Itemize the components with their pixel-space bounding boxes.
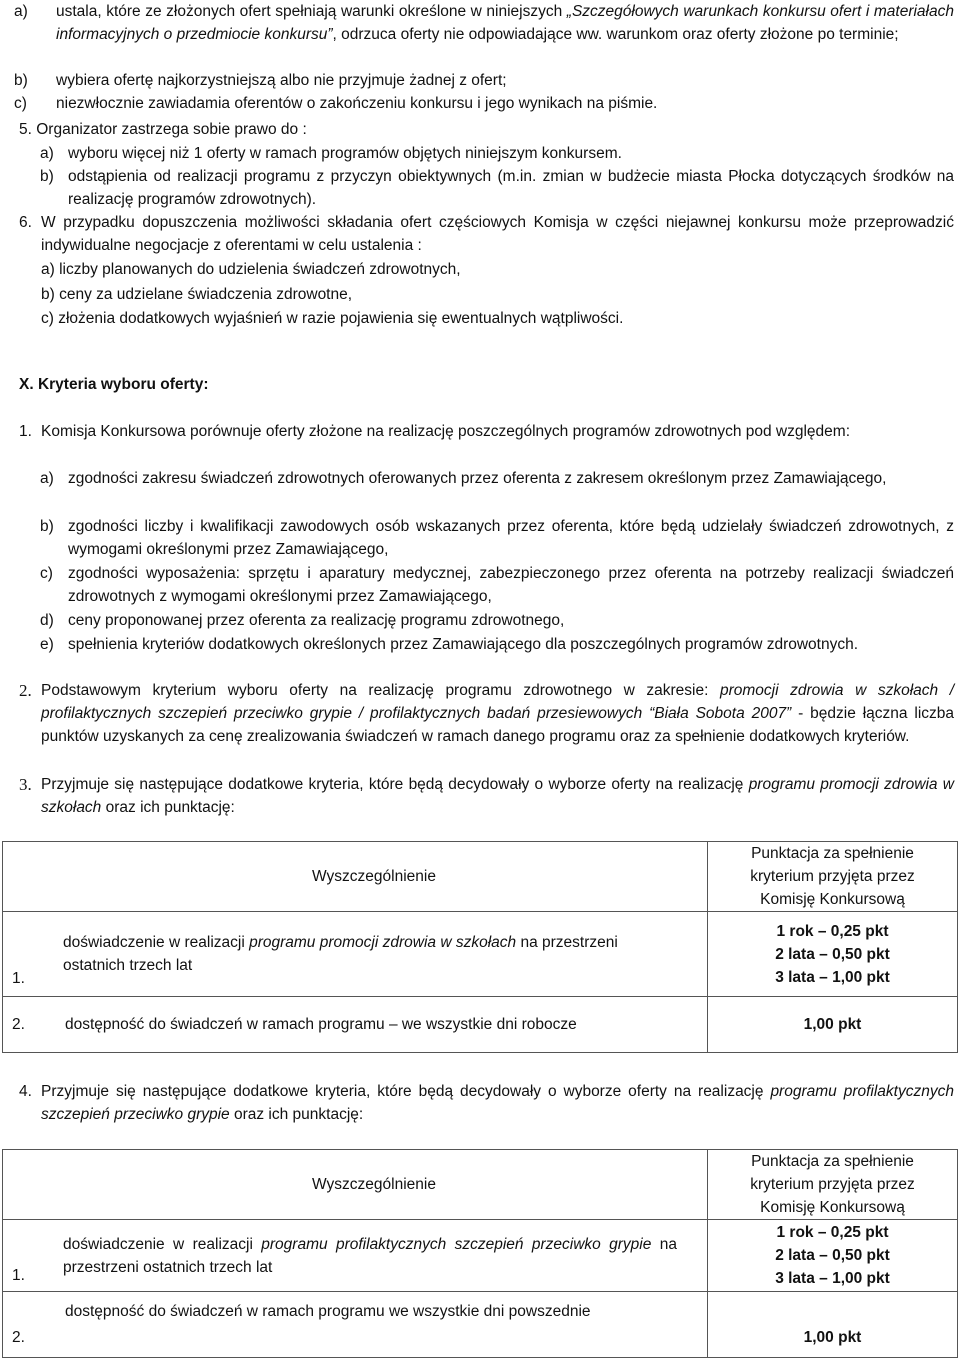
points-line: 2 lata – 0,50 pkt xyxy=(775,945,890,963)
paragraph-number: 5. xyxy=(19,121,32,138)
table-header-row xyxy=(3,1150,958,1220)
row-number: 1. xyxy=(3,1220,42,1292)
item-text: ceny proponowanej przez oferenta za realizację programu zdrowotnego, xyxy=(68,612,565,629)
paragraph-text: W przypadku dopuszczenia możliwości składania ofert częściowych Komisja w części niejawnej konkursu może przeprowadzić indywidualne negocjacje z oferentami w celu ustalenia : xyxy=(41,214,954,254)
table-header-points: Punktacja za spełnienie kryterium przyjęta przez Komisję Konkursową xyxy=(708,842,958,912)
paragraph-text: oraz ich punktację: xyxy=(101,799,235,816)
points-line: 3 lata – 1,00 pkt xyxy=(775,1270,890,1287)
criteria-list-item xyxy=(40,562,954,608)
paragraph-x2 xyxy=(19,679,954,748)
table-row xyxy=(3,997,958,1053)
paragraph-italic: programu promocji zdrowia w szkołach xyxy=(41,776,954,816)
list-item-4c xyxy=(14,92,954,115)
row-number: 1. xyxy=(3,912,42,997)
paragraph-x4 xyxy=(19,1080,954,1126)
list-item-6b: b) ceny za udzielane świadczenia zdrowotne, xyxy=(41,286,353,303)
row-points xyxy=(708,1220,958,1292)
row-text xyxy=(41,1220,708,1292)
item-label: a) xyxy=(14,3,28,20)
item-text: wyboru więcej niż 1 oferty w ramach programów objętych niniejszym konkursem. xyxy=(68,145,622,162)
row-text-part: na przestrzeni ostatnich trzech lat xyxy=(63,1235,677,1276)
list-item-4a xyxy=(14,0,954,46)
paragraph-text: Organizator zastrzega sobie prawo do : xyxy=(36,121,307,138)
paragraph-text: oraz ich punktację: xyxy=(229,1106,364,1123)
row-points: 1,00 pkt xyxy=(708,997,958,1053)
criteria-list-item xyxy=(40,515,954,561)
item-label: c) xyxy=(40,565,53,582)
row-text: dostępność do świadczeń w ramach programu – we wszystkie dni robocze xyxy=(41,997,708,1053)
list-item-5b xyxy=(40,165,954,211)
criteria-table-1 xyxy=(2,841,958,1053)
points-line: 3 lata – 1,00 pkt xyxy=(775,968,890,986)
list-item-5a xyxy=(40,142,954,165)
table-header-spec: Wyszczególnienie xyxy=(41,1150,708,1220)
row-points: 1,00 pkt xyxy=(708,1292,958,1358)
paragraph-6 xyxy=(19,211,954,257)
paragraph-italic: promocji zdrowia w szkołach / profilaktycznych szczepień przeciwko grypie / profilaktycznych badań przesiewowych “Biała Sobota 2007” xyxy=(41,682,955,722)
paragraph-x1 xyxy=(19,420,954,443)
item-text: odstąpienia od realizacji programu z przyczyn obiektywnych (m.in. zmian w budżecie miasta Płocka dotyczących środków na realizację programów zdrowotnych). xyxy=(68,168,954,208)
list-item-6a: a) liczby planowanych do udzielenia świadczeń zdrowotnych, xyxy=(41,261,461,278)
points-line: 1 rok – 0,25 pkt xyxy=(776,1224,889,1241)
row-text-italic: programu promocji zdrowia w szkołach xyxy=(249,934,517,951)
item-label: b) xyxy=(14,72,28,89)
list-item-4b xyxy=(14,69,954,92)
row-text-part: na przestrzeni ostatnich trzech lat xyxy=(63,934,618,974)
item-label: c) xyxy=(14,95,27,112)
section-heading: X. Kryteria wyboru oferty: xyxy=(19,376,209,393)
item-label: e) xyxy=(40,636,54,653)
row-text-part: doświadczenie w realizacji xyxy=(63,1235,262,1253)
item-text: zgodności wyposażenia: sprzętu i aparatury medycznej, zabezpieczonego przez oferenta na potrzeby realizacji świadczeń zdrowotnych z wymogami określonymi przez Zamawiającego, xyxy=(68,565,954,605)
criteria-list-item xyxy=(40,633,954,656)
criteria-list-item xyxy=(40,609,954,632)
row-text-part: doświadczenie w realizacji xyxy=(63,934,250,951)
item-label: a) xyxy=(40,145,54,162)
item-label: a) xyxy=(40,470,54,487)
points-line: 1 rok – 0,25 pkt xyxy=(776,922,889,940)
table-header-points: Punktacja za spełnienie kryterium przyjęta przez Komisję Konkursową xyxy=(708,1150,958,1220)
row-text-italic: programu profilaktycznych szczepień przeciwko grypie xyxy=(261,1235,652,1253)
item-text: wybiera ofertę najkorzystniejszą albo nie przyjmuje żadnej z ofert; xyxy=(56,72,507,89)
paragraph-number: 6. xyxy=(19,214,32,231)
item-text: zgodności liczby i kwalifikacji zawodowych osób wskazanych przez oferenta, które będą udzielały świadczeń zdrowotnych, z wymogami określonymi przez Zamawiającego, xyxy=(68,518,954,558)
table-header-row xyxy=(3,842,958,912)
paragraph-text: Przyjmuje się następujące dodatkowe kryteria, które będą decydowały o wyborze oferty na realizację xyxy=(41,1083,771,1100)
item-text: zgodności zakresu świadczeń zdrowotnych oferowanych przez oferenta z zakresem określonym przez Zamawiającego, xyxy=(68,470,887,487)
paragraph-number: 2. xyxy=(19,681,32,700)
paragraph-italic: programu profilaktycznych szczepień przeciwko grypie xyxy=(41,1083,954,1123)
paragraph-text: - będzie łączna liczba punktów uzyskanych za cenę zrealizowania świadczeń w ramach danego programu oraz za spełnienie dodatkowych kryteriów. xyxy=(41,705,955,745)
table-row xyxy=(3,1292,958,1358)
row-number: 2. xyxy=(3,1292,42,1358)
paragraph-x3 xyxy=(19,773,954,819)
row-text xyxy=(41,912,708,997)
table-header-spec: Wyszczególnienie xyxy=(41,842,708,912)
paragraph-number: 1. xyxy=(19,423,32,440)
item-label: d) xyxy=(40,612,54,629)
row-number: 2. xyxy=(3,997,42,1053)
row-points xyxy=(708,912,958,997)
criteria-table-2 xyxy=(2,1149,958,1358)
item-text: ustala, które ze złożonych ofert spełniają warunki określone w niniejszych xyxy=(56,3,567,20)
item-text: spełnienia kryteriów dodatkowych określonych przez Zamawiającego dla poszczególnych programów zdrowotnych. xyxy=(68,636,859,653)
paragraph-number: 3. xyxy=(19,775,32,794)
paragraph-number: 4. xyxy=(19,1083,32,1100)
item-text: , odrzuca oferty nie odpowiadające ww. warunkom oraz oferty złożone po terminie; xyxy=(332,26,899,43)
paragraph-text: Komisja Konkursowa porównuje oferty złożone na realizację poszczególnych programów zdrowotnych pod względem: xyxy=(41,423,850,440)
table-row xyxy=(3,1220,958,1292)
list-item-6c: c) złożenia dodatkowych wyjaśnień w razie pojawienia się ewentualnych wątpliwości. xyxy=(41,310,624,327)
paragraph-5 xyxy=(19,118,954,141)
item-italic: „Szczegółowych warunkach konkursu ofert i materiałach informacyjnych o przedmiocie konkursu” xyxy=(56,3,954,43)
item-label: b) xyxy=(40,168,54,185)
criteria-list-item xyxy=(40,467,954,490)
paragraph-text: Podstawowym kryterium wyboru oferty na realizację programu zdrowotnego w zakresie: xyxy=(41,682,720,699)
item-text: niezwłocznie zawiadamia oferentów o zakończeniu konkursu i jego wynikach na piśmie. xyxy=(56,95,658,112)
points-line: 2 lata – 0,50 pkt xyxy=(775,1247,890,1264)
table-row xyxy=(3,912,958,997)
row-text: dostępność do świadczeń w ramach programu we wszystkie dni powszednie xyxy=(41,1292,708,1358)
paragraph-text: Przyjmuje się następujące dodatkowe kryteria, które będą decydowały o wyborze oferty na realizację xyxy=(41,776,749,793)
item-label: b) xyxy=(40,518,54,535)
